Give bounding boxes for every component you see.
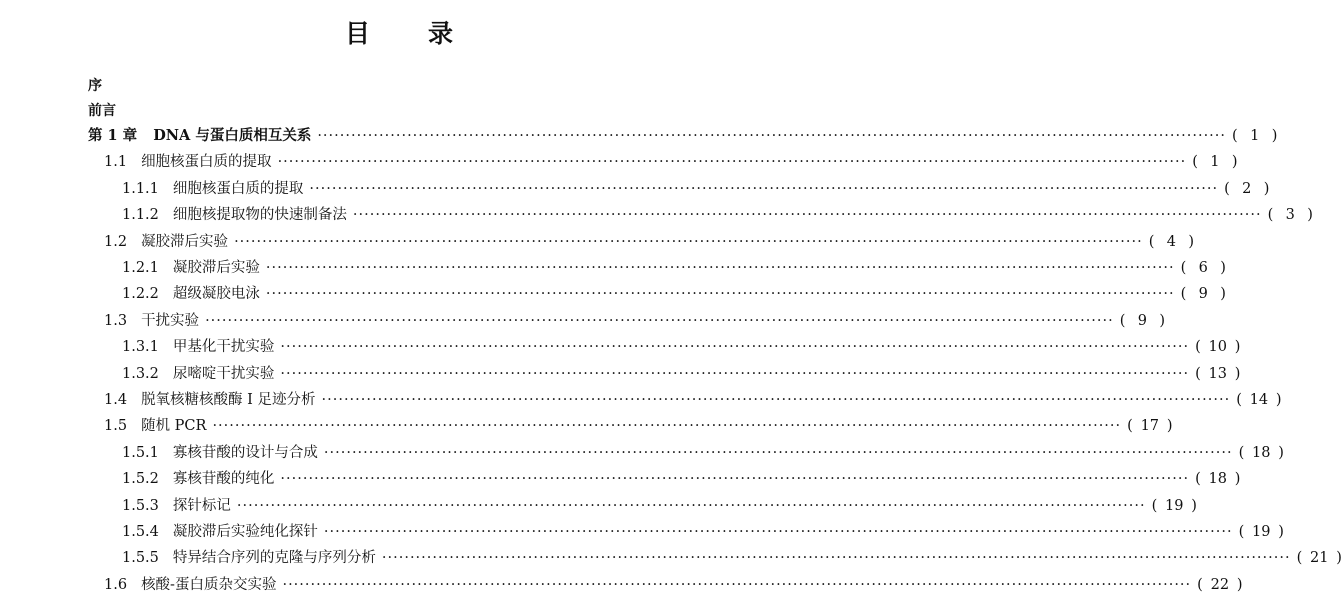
toc-entry-title: 尿嘧啶干扰实验 (172, 365, 275, 382)
page-number: 1 (1210, 154, 1220, 171)
dot-leader (212, 415, 1121, 437)
toc-entry[interactable] (0, 151, 1238, 173)
page-number: 17 (1140, 418, 1160, 435)
toc-entry-number: 1.4 (104, 392, 128, 408)
title-char-2: 录 (428, 19, 456, 48)
page-number: 22 (1210, 576, 1230, 593)
toc-entry[interactable] (0, 310, 1166, 332)
toc-entry-number: 1.3.1 (122, 339, 159, 356)
toc-entry-page: ( 21 ) (1297, 547, 1342, 569)
toc-entry-number: 1.5.1 (122, 444, 159, 461)
toc-entry-number: 1.5.5 (122, 550, 159, 567)
toc-entry-number: 1.1.2 (122, 207, 159, 224)
page-number: 13 (1208, 365, 1227, 382)
title-char-1: 目 (344, 19, 372, 48)
page-number: 14 (1249, 392, 1269, 408)
dot-leader (280, 363, 1189, 385)
toc-entry-preface[interactable]: 序 (88, 78, 102, 94)
toc-entry[interactable] (0, 547, 1342, 569)
toc-entry[interactable] (0, 574, 1243, 596)
toc-entry-page: ( 10 ) (1195, 336, 1240, 358)
toc-entry-number: 1.1.1 (122, 180, 159, 197)
toc-entry-number: 1.2 (104, 233, 128, 250)
dot-leader (282, 574, 1191, 596)
toc-entry-title: 探针标记 (172, 497, 231, 514)
toc-entry-number: 1.3 (104, 312, 128, 329)
toc-entry[interactable] (0, 231, 1195, 253)
toc-entry[interactable] (0, 442, 1284, 464)
dot-leader (266, 283, 1175, 305)
toc-entry-title: 特异结合序列的克隆与序列分析 (172, 550, 376, 567)
page-number: 19 (1165, 497, 1184, 514)
dot-leader (322, 389, 1231, 411)
toc-entry-page: ( 17 ) (1127, 415, 1172, 437)
toc-entry[interactable] (0, 336, 1241, 358)
toc-entry-title: 凝胶滞后实验纯化探针 (172, 524, 318, 540)
toc-entry-title: DNA 与蛋白质相互关系 (153, 127, 312, 144)
dot-leader (205, 310, 1114, 332)
toc-entry-title: 随机 PCR (141, 418, 207, 435)
toc-entry[interactable] (0, 257, 1226, 279)
toc-entry-page: ( 6 ) (1181, 257, 1226, 279)
toc-entry-title: 细胞核蛋白质的提取 (172, 180, 304, 197)
page-number: 9 (1137, 312, 1148, 329)
toc-entry-page: ( 14 ) (1236, 389, 1281, 411)
toc-entry[interactable] (0, 468, 1241, 490)
toc-entry-title: 凝胶滞后实验 (172, 260, 260, 276)
toc-entry-number: 1.2.2 (122, 286, 159, 303)
toc-entry-title: 细胞核提取物的快速制备法 (172, 207, 347, 224)
toc-entry-page: ( 3 ) (1268, 204, 1313, 226)
page-number: 10 (1208, 339, 1227, 356)
toc-entry-page: ( 19 ) (1152, 495, 1197, 517)
dot-leader (280, 336, 1189, 358)
dot-leader (324, 442, 1233, 464)
toc-entry-page: ( 4 ) (1149, 231, 1194, 253)
toc-entry[interactable] (0, 363, 1241, 385)
toc-entry-number: 1.5.3 (122, 497, 159, 514)
page-number: 19 (1252, 524, 1271, 540)
dot-leader (353, 204, 1262, 226)
page-number: 3 (1285, 207, 1295, 224)
toc-entry-title: 凝胶滞后实验 (141, 233, 229, 250)
dot-leader (382, 547, 1291, 569)
toc-entry-page: ( 9 ) (1120, 310, 1165, 332)
page-number: 1 (1250, 128, 1260, 144)
dot-leader (317, 125, 1226, 147)
toc-entry-title: 干扰实验 (141, 312, 200, 329)
toc-entry-title: 脱氧核糖核酸酶 I 足迹分析 (141, 392, 316, 408)
dot-leader (237, 495, 1146, 517)
dot-leader (278, 151, 1187, 173)
toc-entry[interactable] (0, 389, 1282, 411)
dot-leader (266, 257, 1175, 279)
toc-entry[interactable] (0, 204, 1313, 226)
toc-entry-title: 甲基化干扰实验 (172, 339, 275, 356)
toc-entry-number: 1.2.1 (122, 260, 159, 276)
toc-entry-number: 1.5.4 (122, 524, 159, 540)
dot-leader (234, 231, 1143, 253)
toc-entry-number: 1.6 (104, 576, 128, 593)
toc-entry[interactable] (0, 521, 1284, 543)
toc-entry-title: 寡核苷酸的纯化 (172, 471, 275, 488)
page-number: 9 (1198, 286, 1208, 303)
toc-entry-title: 超级凝胶电泳 (172, 286, 260, 303)
toc-entry-page: ( 1 ) (1192, 151, 1237, 173)
toc-entry-title: 细胞核蛋白质的提取 (141, 154, 272, 171)
toc-entry-number: 1.5.2 (122, 471, 159, 488)
toc-entry-page: ( 18 ) (1195, 468, 1240, 490)
toc-entry-foreword[interactable]: 前言 (88, 103, 116, 119)
toc-entry-page: ( 19 ) (1239, 521, 1284, 543)
page-number: 2 (1242, 180, 1252, 197)
toc-entry[interactable] (0, 283, 1226, 305)
toc-entry[interactable] (0, 495, 1197, 517)
toc-entry[interactable] (0, 125, 1278, 147)
toc-entry-number: 1.5 (104, 418, 128, 435)
toc-entry-page: ( 13 ) (1195, 363, 1240, 385)
toc-entry-number: 1.3.2 (122, 365, 159, 382)
toc-entry-title: 核酸-蛋白质杂交实验 (141, 576, 277, 593)
dot-leader (309, 178, 1218, 200)
page-title (0, 14, 800, 50)
toc-entry-page: ( 22 ) (1197, 574, 1242, 596)
page-number: 18 (1252, 444, 1271, 461)
page-number: 6 (1198, 260, 1208, 276)
toc-entry-number: 第 1 章 (88, 127, 138, 144)
toc-entry[interactable] (0, 415, 1173, 437)
toc-entry-page: ( 18 ) (1239, 442, 1284, 464)
page-number: 4 (1166, 233, 1177, 250)
dot-leader (324, 521, 1233, 543)
page-number: 21 (1310, 550, 1329, 567)
page-number: 18 (1208, 471, 1227, 488)
toc-entry[interactable] (0, 178, 1270, 200)
toc-entry-page: ( 9 ) (1181, 283, 1226, 305)
toc-entry-number: 1.1 (104, 154, 128, 171)
dot-leader (280, 468, 1189, 490)
toc-entry-page: ( 2 ) (1224, 178, 1269, 200)
toc-entry-page: ( 1 ) (1232, 125, 1277, 147)
toc-entry-title: 寡核苷酸的设计与合成 (172, 444, 318, 461)
